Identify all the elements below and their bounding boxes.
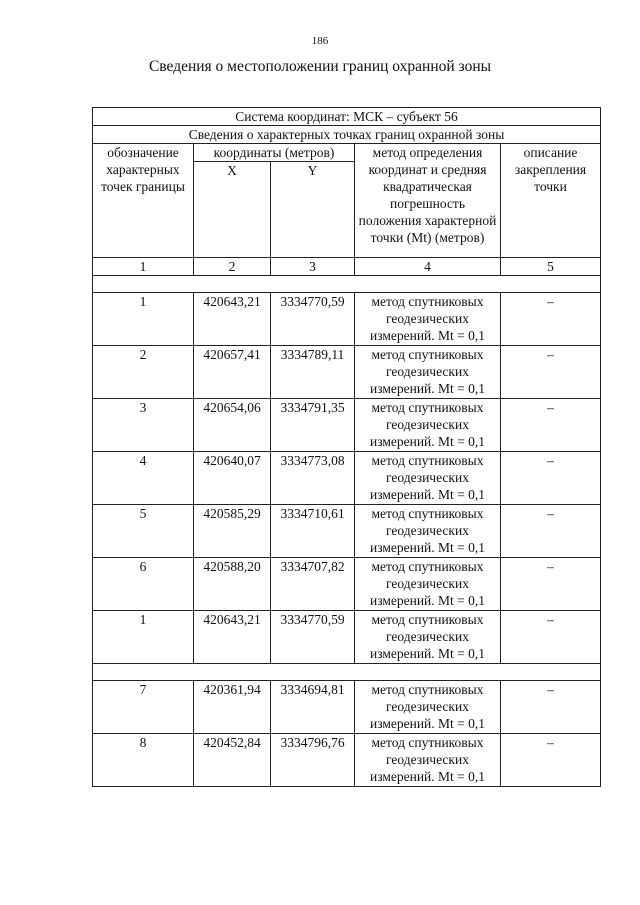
method-cell: метод спутниковых геодезических измерений. Мt = 0,1 [355,681,501,734]
group-separator-row [93,276,601,293]
description-cell: – [501,611,601,664]
boundary-points-table [92,107,601,787]
method-cell: метод спутниковых геодезических измерений. Мt = 0,1 [355,293,501,346]
coordinate-system-cell: Система координат: МСК – субъект 56 [93,108,601,126]
y-header: Y [271,162,355,258]
method-cell: метод спутниковых геодезических измерений. Мt = 0,1 [355,558,501,611]
table-row [93,505,601,558]
col-number: 3 [271,258,355,276]
point-cell: 5 [93,505,194,558]
y-cell: 3334791,35 [271,399,355,452]
table-subtitle-cell: Сведения о характерных точках границ охранной зоны [93,126,601,144]
y-cell: 3334710,61 [271,505,355,558]
point-cell: 1 [93,293,194,346]
group-separator-cell [93,276,601,293]
description-cell: – [501,734,601,787]
designation-header: обозначение характерных точек границы [93,144,194,258]
method-cell: метод спутниковых геодезических измерений. Мt = 0,1 [355,611,501,664]
x-cell: 420452,84 [194,734,271,787]
method-header: метод определения координат и средняя квадратическая погрешность положения характерной точки (Мt) (метров) [355,144,501,258]
point-cell: 3 [93,399,194,452]
description-cell: – [501,399,601,452]
x-cell: 420361,94 [194,681,271,734]
point-cell: 2 [93,346,194,399]
method-cell: метод спутниковых геодезических измерений. Мt = 0,1 [355,346,501,399]
method-cell: метод спутниковых геодезических измерений. Мt = 0,1 [355,734,501,787]
table-row [93,452,601,505]
y-cell: 3334773,08 [271,452,355,505]
table-row [93,558,601,611]
coords-header: координаты (метров) [194,144,355,162]
point-cell: 8 [93,734,194,787]
x-cell: 420654,06 [194,399,271,452]
x-header: X [194,162,271,258]
col-number: 4 [355,258,501,276]
point-cell: 1 [93,611,194,664]
x-cell: 420643,21 [194,293,271,346]
table-row [93,346,601,399]
description-cell: – [501,505,601,558]
table-row [93,293,601,346]
point-cell: 4 [93,452,194,505]
point-cell: 6 [93,558,194,611]
column-numbers-row [93,258,601,276]
description-header: описание закрепления точки [501,144,601,258]
y-cell: 3334789,11 [271,346,355,399]
group-separator-cell [93,664,601,681]
x-cell: 420640,07 [194,452,271,505]
x-cell: 420643,21 [194,611,271,664]
description-cell: – [501,681,601,734]
col-number: 5 [501,258,601,276]
y-cell: 3334770,59 [271,611,355,664]
description-cell: – [501,452,601,505]
col-number: 1 [93,258,194,276]
col-number: 2 [194,258,271,276]
y-cell: 3334707,82 [271,558,355,611]
x-cell: 420657,41 [194,346,271,399]
x-cell: 420588,20 [194,558,271,611]
description-cell: – [501,558,601,611]
point-cell: 7 [93,681,194,734]
description-cell: – [501,293,601,346]
y-cell: 3334694,81 [271,681,355,734]
page-title: Сведения о местоположении границ охранной зоны [148,58,492,75]
page-number: 186 [311,35,329,47]
y-cell: 3334770,59 [271,293,355,346]
method-cell: метод спутниковых геодезических измерений. Мt = 0,1 [355,452,501,505]
y-cell: 3334796,76 [271,734,355,787]
group-separator-row [93,664,601,681]
method-cell: метод спутниковых геодезических измерений. Мt = 0,1 [355,505,501,558]
table-row [93,734,601,787]
x-cell: 420585,29 [194,505,271,558]
table-row [93,681,601,734]
table-row [93,611,601,664]
table-row [93,399,601,452]
description-cell: – [501,346,601,399]
method-cell: метод спутниковых геодезических измерений. Мt = 0,1 [355,399,501,452]
